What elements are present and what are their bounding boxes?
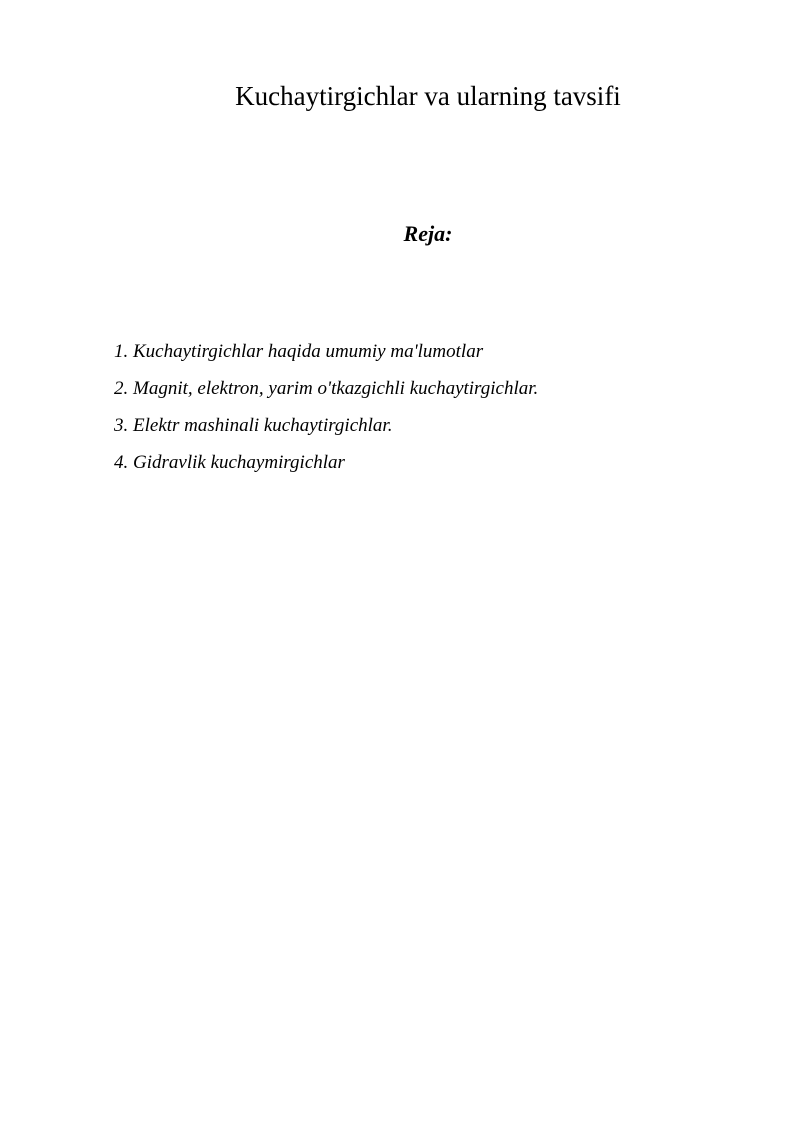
plan-list bbox=[114, 338, 538, 486]
plan-item: 4. Gidravlik kuchaymirgichlar bbox=[114, 452, 345, 473]
plan-heading: Reja: bbox=[403, 221, 453, 246]
plan-item: 3. Elektr mashinali kuchaytirgichlar. bbox=[114, 415, 393, 436]
plan-item: 2. Magnit, elektron, yarim o'tkazgichli kuchaytirgichlar. bbox=[114, 378, 539, 399]
document-title: Kuchaytirgichlar va ularning tavsifi bbox=[235, 81, 621, 111]
plan-item: 1. Kuchaytirgichlar haqida umumiy ma'lumotlar bbox=[114, 341, 484, 362]
